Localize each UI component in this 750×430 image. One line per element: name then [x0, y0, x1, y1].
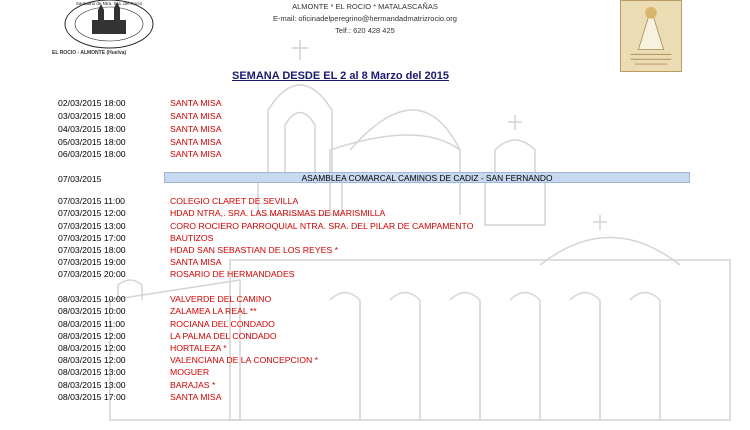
row-event: HDAD NTRA,. SRA. LAS MARISMAS DE MARISMILLA: [170, 208, 386, 218]
assembly-banner: [164, 172, 690, 183]
banner-date: 07/03/2015: [58, 174, 102, 184]
header-phone: Telf.: 620 428 425: [335, 26, 395, 35]
banner-text: ASAMBLEA COMARCAL CAMINOS DE CADIZ - SAN FERNANDO: [301, 173, 553, 183]
virgin-poster-image: [620, 0, 682, 72]
row-datetime: 07/03/2015 19:00: [58, 257, 126, 267]
row-datetime: 08/03/2015 13:00: [58, 367, 126, 377]
row-datetime: 07/03/2015 11:00: [58, 196, 125, 206]
row-datetime: 08/03/2015 12:00: [58, 343, 126, 353]
row-datetime: 07/03/2015 18:00: [58, 245, 126, 255]
row-datetime: 08/03/2015 17:00: [58, 392, 126, 402]
row-event: CORO ROCIERO PARROQUIAL NTRA. SRA. DEL PILAR DE CAMPAMENTO: [170, 221, 474, 231]
logo-ring-text: Santuario de Ntra. Sra. del Rocío: [75, 1, 143, 6]
row-datetime: 04/03/2015 18:00: [58, 124, 126, 134]
row-datetime: 03/03/2015 18:00: [58, 111, 126, 121]
row-datetime: 08/03/2015 12:00: [58, 331, 126, 341]
row-event: ZALAMEA LA REAL **: [170, 306, 257, 316]
row-event: COLEGIO CLARET DE SEVILLA: [170, 196, 299, 206]
row-event: MOGUER: [170, 367, 210, 377]
row-datetime: 05/03/2015 18:00: [58, 137, 126, 147]
row-datetime: 08/03/2015 11:00: [58, 319, 125, 329]
logo-caption: EL ROCIO - ALMONTE (Huelva): [52, 50, 127, 56]
row-event: SANTA MISA: [170, 137, 222, 147]
header-email[interactable]: E-mail: oficinadelperegrino@hermandadmatrizrocio.org: [273, 14, 457, 23]
row-event: SANTA MISA: [170, 111, 222, 121]
row-event: HORTALEZA *: [170, 343, 227, 353]
row-datetime: 07/03/2015 17:00: [58, 233, 126, 243]
row-datetime: 08/03/2015 10:00: [58, 294, 126, 304]
row-datetime: 02/03/2015 18:00: [58, 98, 126, 108]
row-event: BAUTIZOS: [170, 233, 214, 243]
row-event: ROCIANA DEL CONDADO: [170, 319, 275, 329]
row-event: SANTA MISA: [170, 257, 222, 267]
row-datetime: 07/03/2015 13:00: [58, 221, 126, 231]
row-event: SANTA MISA: [170, 392, 222, 402]
row-event: HDAD SAN SEBASTIAN DE LOS REYES *: [170, 245, 339, 255]
row-event: SANTA MISA: [170, 124, 222, 134]
row-datetime: 06/03/2015 18:00: [58, 149, 126, 159]
row-event: BARAJAS *: [170, 380, 216, 390]
row-event: SANTA MISA: [170, 149, 222, 159]
row-event: VALVERDE DEL CAMINO: [170, 294, 272, 304]
row-event: SANTA MISA: [170, 98, 222, 108]
row-event: ROSARIO DE HERMANDADES: [170, 269, 295, 279]
row-event: LA PALMA DEL CONDADO: [170, 331, 277, 341]
header-towns: ALMONTE * EL ROCIO * MATALASCAÑAS: [292, 2, 438, 11]
row-datetime: 08/03/2015 13:00: [58, 380, 126, 390]
week-title: SEMANA DESDE EL 2 al 8 Marzo del 2015: [232, 70, 450, 82]
row-datetime: 07/03/2015 12:00: [58, 208, 126, 218]
row-event: VALENCIANA DE LA CONCEPCION *: [170, 355, 319, 365]
contact-header: [200, 0, 530, 37]
row-datetime: 08/03/2015 12:00: [58, 355, 126, 365]
row-datetime: 08/03/2015 10:00: [58, 306, 126, 316]
row-datetime: 07/03/2015 20:00: [58, 269, 126, 279]
